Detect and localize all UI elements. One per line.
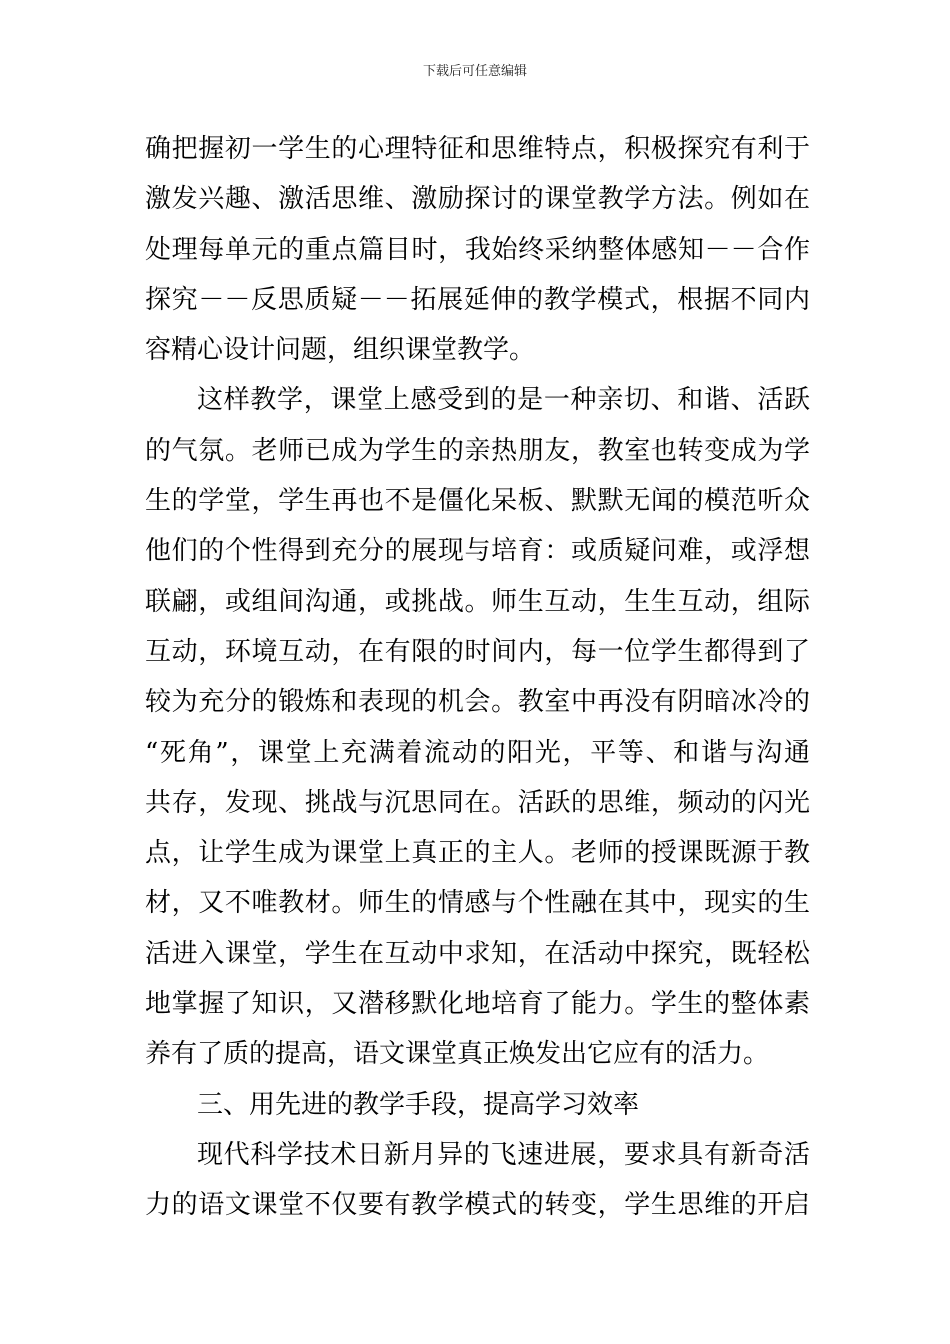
text-line: 激发兴趣、激活思维、激励探讨的课堂教学方法。例如在: [145, 184, 810, 215]
text-line: “死角”，课堂上充满着流动的阳光，平等、和谐与沟通: [145, 737, 810, 768]
text-line: 材，又不唯教材。师生的情感与个性融在其中，现实的生: [145, 888, 810, 919]
text-line: 这样教学，课堂上感受到的是一种亲切、和谐、活跃: [197, 385, 810, 416]
text-line: 较为充分的锻炼和表现的机会。教室中再没有阴暗冰冷的: [145, 687, 810, 718]
text-line: 联翩，或组间沟通，或挑战。师生互动，生生互动，组际: [145, 586, 810, 617]
text-line: 共存，发现、挑战与沉思同在。活跃的思维，频动的闪光: [145, 787, 810, 818]
text-line: 三、用先进的教学手段，提高学习效率: [197, 1089, 640, 1120]
text-line: 的气氛。老师已成为学生的亲热朋友，教室也转变成为学: [145, 435, 810, 466]
text-line: 容精心设计问题，组织课堂教学。: [145, 335, 536, 366]
text-line: 活进入课堂，学生在互动中求知，在活动中探究，既轻松: [145, 938, 810, 969]
header-note: 下载后可任意编辑: [422, 64, 527, 79]
text-line: 现代科学技术日新月异的飞速进展，要求具有新奇活: [197, 1139, 810, 1170]
text-line: 点，让学生成为课堂上真正的主人。老师的授课既源于教: [145, 838, 810, 869]
text-line: 他们的个性得到充分的展现与培育：或质疑问难，或浮想: [145, 536, 810, 567]
text-line: 地掌握了知识，又潜移默化地培育了能力。学生的整体素: [145, 989, 810, 1020]
text-line: 养有了质的提高，语文课堂真正焕发出它应有的活力。: [145, 1039, 770, 1070]
text-line: 处理每单元的重点篇目时，我始终采纳整体感知－－合作: [145, 234, 810, 265]
text-line: 探究－－反思质疑－－拓展延伸的教学模式，根据不同内: [145, 284, 810, 315]
text-line: 确把握初一学生的心理特征和思维特点，积极探究有利于: [145, 134, 810, 164]
text-line: 生的学堂，学生再也不是僵化呆板、默默无闻的模范听众: [145, 486, 810, 517]
document-body: [145, 124, 810, 1231]
text-line: 力的语文课堂不仅要有教学模式的转变，学生思维的开启: [145, 1190, 810, 1221]
text-line: 互动，环境互动，在有限的时间内，每一位学生都得到了: [145, 636, 810, 667]
